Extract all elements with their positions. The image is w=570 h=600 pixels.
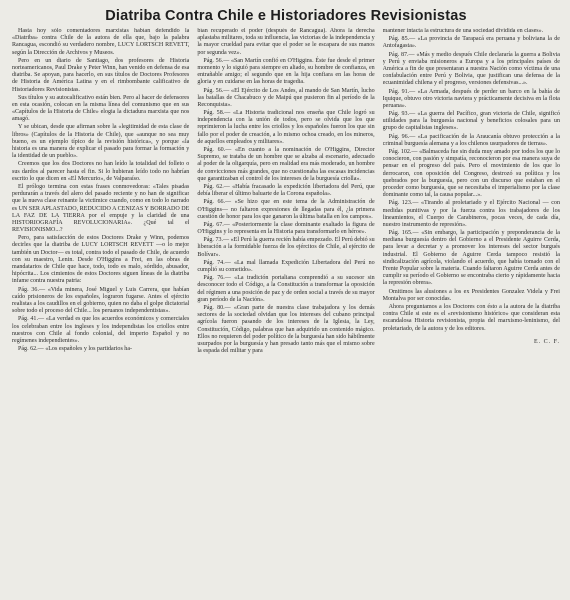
paragraph: Pág. 165.— «Sin embargo, la participación y preponderancia de la mediana burguesía dentro del Gobierno a el Presidente Aguirre Cerda, para levar a decretar y a promover los intereses del sector burgués industrial. El Gobierno de Aguirre Cerda tampoco resistió la sindicalización agrícola, violando el acuerdo, que había tomado con el Frente Popular sobre la materia. Cuando faltaron Aguirre Cerda antes de cumplir su período el Gobierno se encontraba cierto y rápidamente hacia la represión obrera». bbox=[382, 230, 560, 287]
paragraph: Pág. 85.— «La provincia de Tarapacá era peruana y boliviana la de Antofagasta». bbox=[382, 36, 560, 50]
paragraph: Pero, para satisfacción de estos Doctores Drake y Winn, podemos decirles que la diatriba de LUCY LORTSCH REVETT —o lo mejor también un Doctor— es total, contra todo el pasado de Chile, de acuerdo con su maestro, Lenin. Desde O'Higgins a Frei, en las obras de mandatarios de Chile que hace, todo, todo es malo, sórdido, abusador, hipócrita... Los cimientos de estos Doctores siguen líneas de la diatriba infame contra nuestra patria: bbox=[12, 235, 190, 285]
paragraph: Pág. 67.— «Posteriormente la clase dominante exaltado la figura de O'Higgins y lo representa en la Historia para transformarlo en héroe». bbox=[197, 221, 375, 236]
paragraph: Pág. 58.— «La Historia tradicional nos enseña que Chile logró su independencia con la unión de todos, pero se olvida que los que reprimieron la lucha entre los criollos y los españoles fueron los que sin fallo por el poder de creación, a lo mismo ochoa creado, en los mineros, de aquellos empleados y militares». bbox=[197, 110, 375, 145]
paragraph: Omitimos las alusiones a los ex Presidentes Gonzalez Videla y Frei Montalva por ser conocidas. bbox=[382, 288, 560, 302]
paragraph: Creemos que los dos Doctores no han leído la totalidad del folleto o sus dardos al parecer hasta el fin. Si lo hubieran leído todo no habrían escrito lo que dicen en «El Mercurio», de Valparaíso. bbox=[12, 161, 190, 182]
paragraph: bían recuperado el poder (después de Rancagua). Ahora la derecha aplastaba militares, toda su influencia, las victorias de la independencia y la mayor crueldad para evitar que el poder se le escapara de sus manos por segunda vez». bbox=[197, 28, 375, 56]
paragraph: Pág. 74.— «La mal llamada Expedición Libertadora del Perú no cumplió su cometido». bbox=[197, 259, 375, 273]
paragraph: Pág. 96.— «La pacificación de la Araucanía obtuvo protección a la criminal burguesía alemana y a los chilenos usurpadores de tierras». bbox=[382, 133, 560, 147]
paragraph: Pág. 76.— «La tradición portaliana comprendió a su sucesor sin desconocer todo el Código, a la Constitución a transformar la oposición del régimen a una posición de paz y de orden social a través de su mayor gran período de la Nación». bbox=[197, 275, 375, 303]
paragraph: Pág. 62.— «Los españoles y los partidarios ha- bbox=[18, 346, 133, 353]
paragraph: Pág. 36.— «Vida minera, José Miguel y Luis Carrera, que habían caído prisioneros de los españoles, lograron fugarse. Antes el ejército realistas a los caudillos en el gobierno, quien no daba el golpe dictatorial sobre todo el proceso del Chile... los peruanos independentistas». bbox=[12, 286, 190, 315]
paragraph: Sus títulos y su autocalificativo están bien. Pero al hacer de defensores en esta ocasión, colocan en la misma línea del comunismo que en sus «Capítulos de la Historia de Chile» elogia la dictadura marxista que nos amagó. bbox=[12, 94, 190, 123]
paragraph: Y se ubican, desde que afirman sobre la «legitimidad de esta clase de libros» (Capítulos de la Historia de Chile), que «aunque no sea muy bueno, es un ejemplo típico de la revisión histórica», y porque «la historia es una manera de explicar el pasado para formar la formación y la identidad de un pueblo». bbox=[12, 124, 190, 160]
paragraph: Pág. 93.— «La guerra del Pacífico, gran victoria de Chile, significó utilidades para la burguesía nacional y beneficios colosales para un grupo de capitalistas ingleses». bbox=[382, 111, 560, 132]
paragraph: Pág. 102.— «Balmaceda fue sin duda muy amado por todos los que lo conocieron, con pasión y simpatía, reconocieron por esa manera suya de pensar en el progreso del país. Pero el movimiento de los que lo derrocaron, con oposición del Congreso, destrozó su política y los quebrados por la burguesía, pero con un discurso que estaban en el proceder como burguesía, que se necesitaba el imperialismo por la clase dominante como tal, la causa popular...». bbox=[382, 149, 560, 199]
article-body bbox=[12, 28, 560, 594]
paragraph: Pág. 73.— «El Perú la guerra recién había empezado. El Perú debió su liberación a la formidable fuerza de los ejércitos de Chile, al ejército de Bolívar». bbox=[197, 237, 375, 258]
paragraph: mantener intacta la estructura de una sociedad dividida en clases». bbox=[382, 28, 544, 34]
paragraph: Pág. 62.— «Había fracasado la expedición libertadora del Perú, que debía liberar el último baluarte de la Corona española». bbox=[197, 183, 375, 198]
author-signature: E. C. F. bbox=[533, 338, 560, 345]
paragraph: Pág. 56.— «San Martín confió en O'Higgins. Éste fue desde el primer momento y lo siguió para siempre en aliado, su hombre de confianza, en entrañable amigo; el segundo que en la hija confiara en las horas de gloria y en cuidarse en las horas de tragedia. bbox=[197, 57, 375, 86]
paragraph: Pág. 91.— «La Armada, después de perder un barco en la bahía de Iquique, obtuvo otro victoria naviera y prácticamente decisiva en la flota peruana». bbox=[382, 88, 560, 109]
column-3 bbox=[383, 28, 560, 594]
column-1 bbox=[12, 28, 189, 594]
paragraph: Pág. 56.— «El Ejército de Los Andes, al mando de San Martín, lucho las batallas de Chacabuco y de Maipú que pusieron fin al período de la Reconquista». bbox=[197, 87, 375, 108]
paragraph: Pág. 87.— «Más y medio después Chile declararía la guerra a Bolivia y Perú y enviaba misioneros a Europa y a los principales países de América a fin de que presentaran a nuestra Nación como víctima de una confabulación entre Perú y Bolivia, que justifican una defensa de la ecuanimidad chilena y el progreso, versiones defensivas...». bbox=[382, 51, 560, 87]
column-2 bbox=[197, 28, 374, 594]
paragraph: Pág. 66.— «Se hizo que en este tema de la Administración de O'Higgins— no faltaron expresiones de llegadas para él, ¿la primera cuestión de honor para los que ganaron la última batalla en los campos». bbox=[197, 199, 375, 220]
paragraph: Pág. 41.— «La verdad es que los acuerdos económicos y comerciales los celebraban entre los ingleses y los independistas los criollos entre nuestros con Chile al fondo colonial, del imperio Español y no regímenes independientes». bbox=[12, 316, 190, 344]
article-title: Diatriba Contra Chile e Historiadores Revisionistas bbox=[105, 8, 467, 24]
paragraph: Pero en un diario de Santiago, dos profesores de Historia norteamericanos, Paul Drake y Peter Winn, han venido en defensa de esa diatriba. Se apoyan, para hacerlo, en sus títulos de Doctores Profesores de Historia de América Latina y en el rimbombante calificativo de Historiadores Revisionistas. bbox=[12, 57, 190, 93]
paragraph: Pág. 123.— «Tirando al proletariado y el Ejército Nacional — con medidas punitivas y por la fuerza contra los trabajadores de los lineamientos, el Cuerpo de Carabineros, pocas veces, de cada día, nuestro instrumento de represión». bbox=[382, 200, 560, 228]
paragraph: Hasta hoy sólo comentadores marxistas habían defendido la «Diatriba» contra Chile de la autora de ella que, bajo la palabra Rancagua, escondió su verdadero nombre, LUCY LORTSCH REVETT, según la Dirección de Archivos y Museos. bbox=[12, 28, 190, 56]
paragraph: Pág. 60.— «En cuanto a la nominación de O'Higgins, Director Supremo, se trataba de un hombre que se alzaba al escenario, adecuado al poder de la oligarquía, pero en realidad era más moderado, un hombre de convicciones más grandes, que no cuestionaba las escasas incidencias que garantizaban el control de los intereses de la burguesía criolla». bbox=[197, 147, 375, 182]
paragraph: Ahora preguntamos a los Doctores con ésto a la autora de la diatriba contra Chile si este es el «revisionismo histórico» que consideran esta escandalosa Historia revisionista, propia del marxismo-leninismo, del proletariado, de la autora y de los editores. bbox=[382, 303, 560, 332]
paragraph: Pág. 80.— «Gran parte de nuestra clase trabajadora y los demás sectores de la sociedad olvidan que los intereses del cubano principal agrícola fueron pasando de los intereses de la Iglesia, la Ley, Constitución, Código, palabras que han adquirido un contenido mágico. Ellos no requieren del poder político de la burguesía han sido hábilmente usurpados por la burguesía y han presado tanto más que el mismo sobre la espada del militar y para bbox=[197, 304, 375, 355]
paragraph: El prólogo termina con estas frases conmovedoras: «Tales pisadas perdurarán a través del alero del pasado reciente y no han de significar que la nueva clase reinante la victimice cuando, como en todo lo narrado es UN SER APLASTADO, REDUCIDO A CENIZAS Y BORRADO DE LA FAZ DE LA TIERRA por el empuje y la claridad de una HISTORIOGRAFÍA REVOLUCIONARIA». ¿Qué tal el REVISIONISMO...? bbox=[12, 183, 190, 234]
